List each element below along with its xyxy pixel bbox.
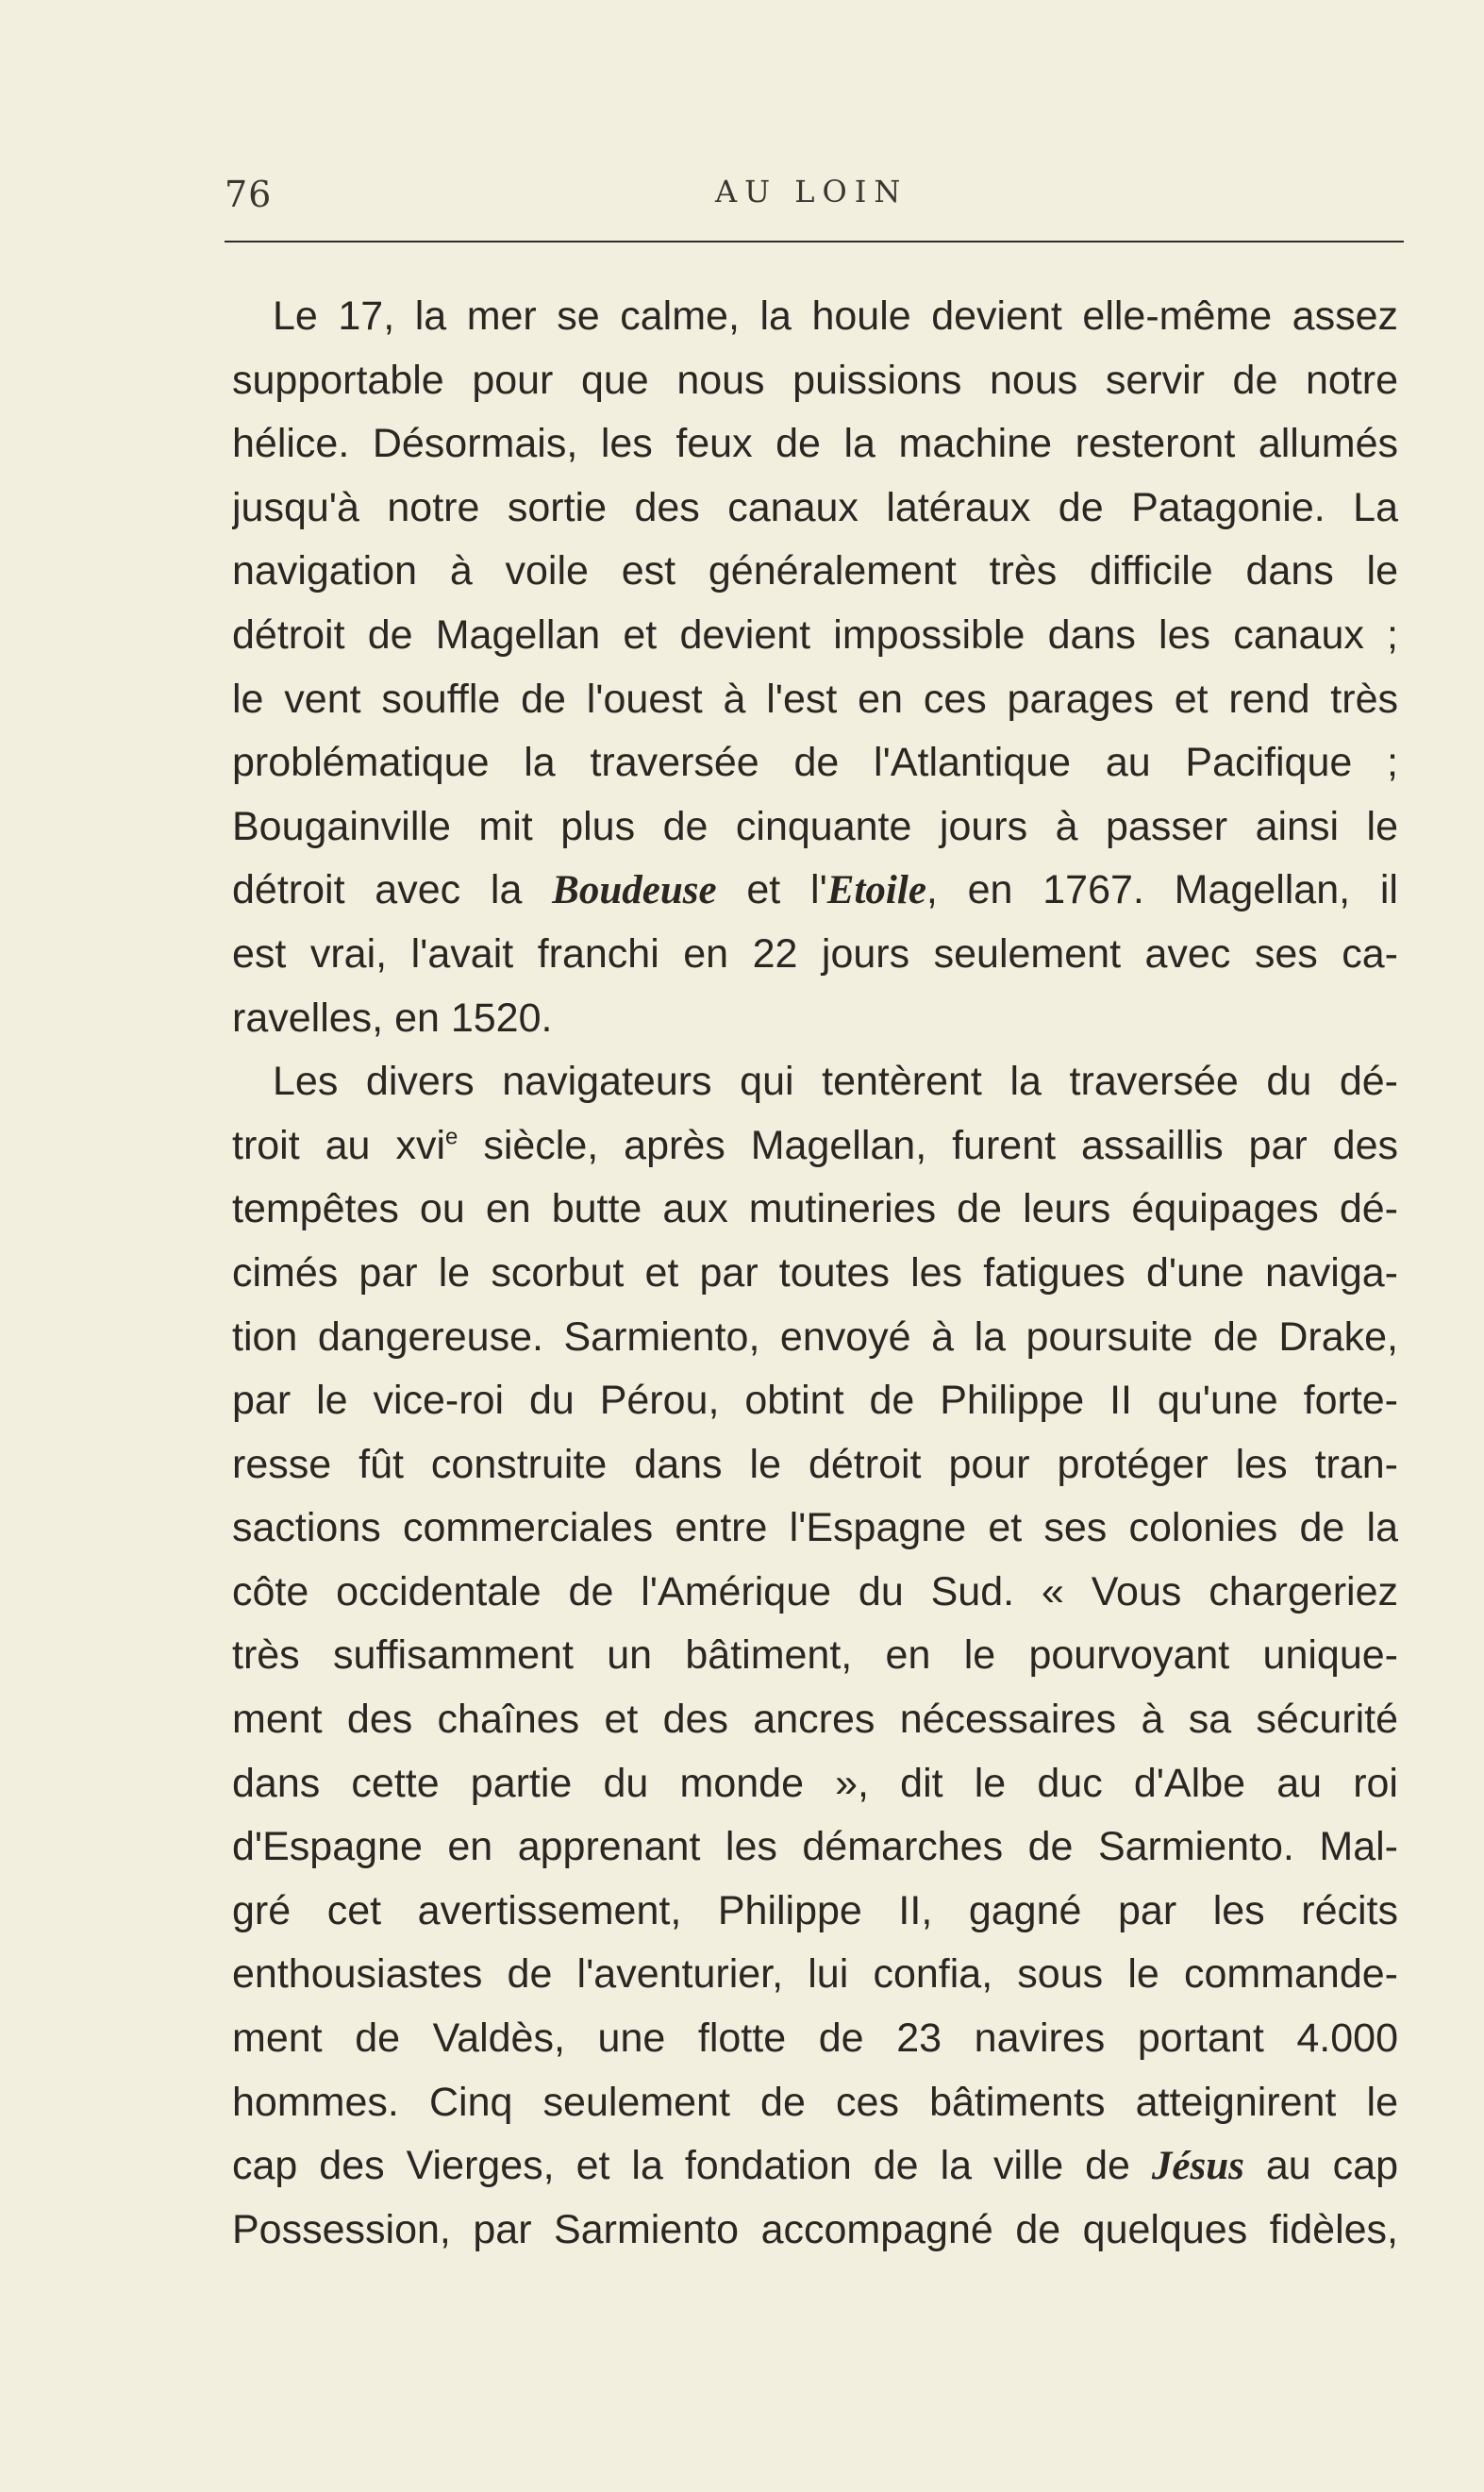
text-line: enthousiastes de l'aventurier, lui confia, sous le commande- xyxy=(232,1951,1398,1998)
text-line: hélice. Désormais, les feux de la machine resteront allumés xyxy=(232,421,1398,467)
text-line: ment des chaînes et des ancres nécessaires à sa sécurité xyxy=(232,1697,1398,1743)
text-line: côte occidentale de l'Amérique du Sud. « Vous chargeriez xyxy=(232,1568,1398,1614)
text-line: Possession, par Sarmiento accompagné de quelques fidèles, xyxy=(232,2206,1398,2252)
text-line: hommes. Cinq seulement de ces bâtiments atteignirent le xyxy=(232,2079,1398,2125)
text-line: Les divers navigateurs qui tentèrent la traversée du dé- xyxy=(273,1059,1398,1105)
ship-name-etoile: Etoile xyxy=(826,868,926,913)
text-line: le vent souffle de l'ouest à l'est en ces parages et rend très xyxy=(232,676,1398,722)
text-line: supportable pour que nous puissions nous servir de notre xyxy=(232,357,1398,403)
text-line: par le vice-roi du Pérou, obtint de Philippe II qu'une forte- xyxy=(232,1378,1398,1424)
text-line: ravelles, en 1520. xyxy=(232,995,553,1041)
text-line: Bougainville mit plus de cinquante jours à passer ainsi le xyxy=(232,803,1398,849)
text-line: tion dangereuse. Sarmiento, envoyé à la poursuite de Drake, xyxy=(232,1313,1398,1360)
page-header xyxy=(225,166,1404,232)
superscript: e xyxy=(445,1124,459,1150)
paragraph-2 xyxy=(232,1050,1398,2262)
text-line: détroit de Magellan et devient impossible dans les canaux ; xyxy=(232,611,1398,658)
text-line: dans cette partie du monde », dit le duc d'Albe au roi xyxy=(232,1760,1398,1806)
text-line: ment de Valdès, une flotte de 23 navires portant 4.000 xyxy=(232,2015,1398,2062)
text-line: resse fût construite dans le détroit pour protéger les tran- xyxy=(232,1441,1398,1487)
city-name-jesus: Jésus xyxy=(1151,2144,1244,2189)
text-line: détroit avec la Boudeuse et l'Etoile, en 1767. Magellan, il xyxy=(232,867,1398,913)
text-line: est vrai, l'avait franchi en 22 jours seulement avec ses ca- xyxy=(232,930,1398,977)
text-line: jusqu'à notre sortie des canaux latéraux de Patagonie. La xyxy=(232,484,1398,530)
text-line: gré cet avertissement, Philippe II, gagné par les récits xyxy=(232,1887,1398,1933)
body-text xyxy=(232,285,1398,2262)
running-title: AU LOIN xyxy=(715,174,909,209)
page-number: 76 xyxy=(225,174,273,215)
text-line: sactions commerciales entre l'Espagne et ses colonies de la xyxy=(232,1505,1398,1551)
text-line: navigation à voile est généralement très difficile dans le xyxy=(232,548,1398,594)
header-rule xyxy=(225,241,1404,243)
text-line: cap des Vierges, et la fondation de la ville de Jésus au cap xyxy=(232,2143,1398,2189)
text-line: tempêtes ou en butte aux mutineries de leurs équipages dé- xyxy=(232,1186,1398,1232)
text-line: problématique la traversée de l'Atlantique au Pacifique ; xyxy=(232,740,1398,786)
text-line: troit au xvi$^e$ siècle, après Magellan, furent assaillis par des xyxy=(232,1122,1398,1168)
text-line: d'Espagne en apprenant les démarches de Sarmiento. Mal- xyxy=(232,1824,1398,1870)
paragraph-1 xyxy=(232,285,1398,1050)
text-line: Le 17, la mer se calme, la houle devient elle-même assez xyxy=(273,293,1398,339)
text-line: cimés par le scorbut et par toutes les fatigues d'une naviga- xyxy=(232,1249,1398,1296)
text-line: très suffisamment un bâtiment, en le pourvoyant unique- xyxy=(232,1632,1398,1679)
ship-name-boudeuse: Boudeuse xyxy=(552,868,717,913)
